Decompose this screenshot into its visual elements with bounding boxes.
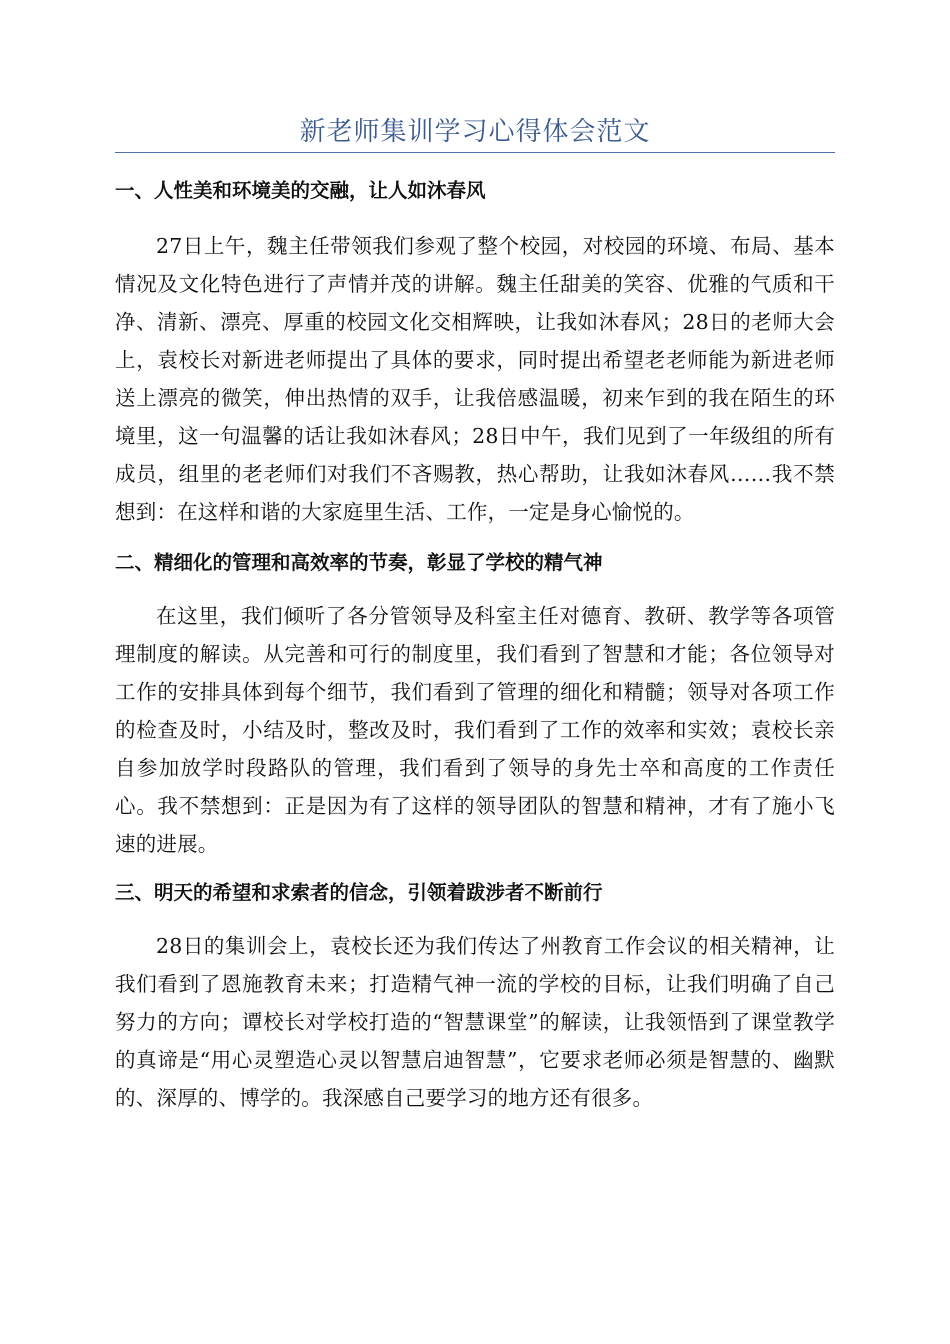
- section-heading-1: 一、人性美和环境美的交融，让人如沐春风: [115, 179, 486, 202]
- section-paragraph-2: 在这里，我们倾听了各分管领导及科室主任对德育、教研、教学等各项管理制度的解读。从完善和可行的制度里，我们看到了智慧和才能；各位领导对工作的安排具体到每个细节，我们看到了管理的细化和精髓；领导对各项工作的检查及时，小结及时，整改及时，我们看到了工作的效率和实效；袁校长亲自参加放学时段路队的管理，我们看到了领导的身先士卒和高度的工作责任心。我不禁想到：正是因为有了这样的领导团队的智慧和精神，才有了施小飞速的进展。: [115, 604, 835, 856]
- title-underline: [115, 152, 835, 153]
- document-title: 新老师集训学习心得体会范文: [299, 117, 651, 147]
- section-heading-2: 二、精细化的管理和高效率的节奏，彰显了学校的精气神: [115, 551, 603, 574]
- section-paragraph-1: 27日上午，魏主任带领我们参观了整个校园，对校园的环境、布局、基本情况及文化特色进行了声情并茂的讲解。魏主任甜美的笑容、优雅的气质和干净、清新、漂亮、厚重的校园文化交相辉映，让我如沐春风；28日的老师大会上，袁校长对新进老师提出了具体的要求，同时提出希望老老师能为新进老师送上漂亮的微笑，伸出热情的双手，让我倍感温暖，初来乍到的我在陌生的环境里，这一句温馨的话让我如沐春风；28日中午，我们见到了一年级组的所有成员，组里的老老师们对我们不吝赐教，热心帮助，让我如沐春风……我不禁想到：在这样和谐的大家庭里生活、工作，一定是身心愉悦的。: [115, 234, 835, 524]
- document-page: [115, 0, 835, 1117]
- section-paragraph-3: 28日的集训会上，袁校长还为我们传达了州教育工作会议的相关精神，让我们看到了恩施教育未来；打造精气神一流的学校的目标，让我们明确了自己努力的方向；谭校长对学校打造的“智慧课堂”的解读，让我领悟到了课堂教学的真谛是“用心灵塑造心灵以智慧启迪智慧”，它要求老师必须是智慧的、幽默的、深厚的、博学的。我深感自己要学习的地方还有很多。: [115, 934, 835, 1110]
- section-heading-3: 三、明天的希望和求索者的信念，引领着跋涉者不断前行: [115, 881, 603, 904]
